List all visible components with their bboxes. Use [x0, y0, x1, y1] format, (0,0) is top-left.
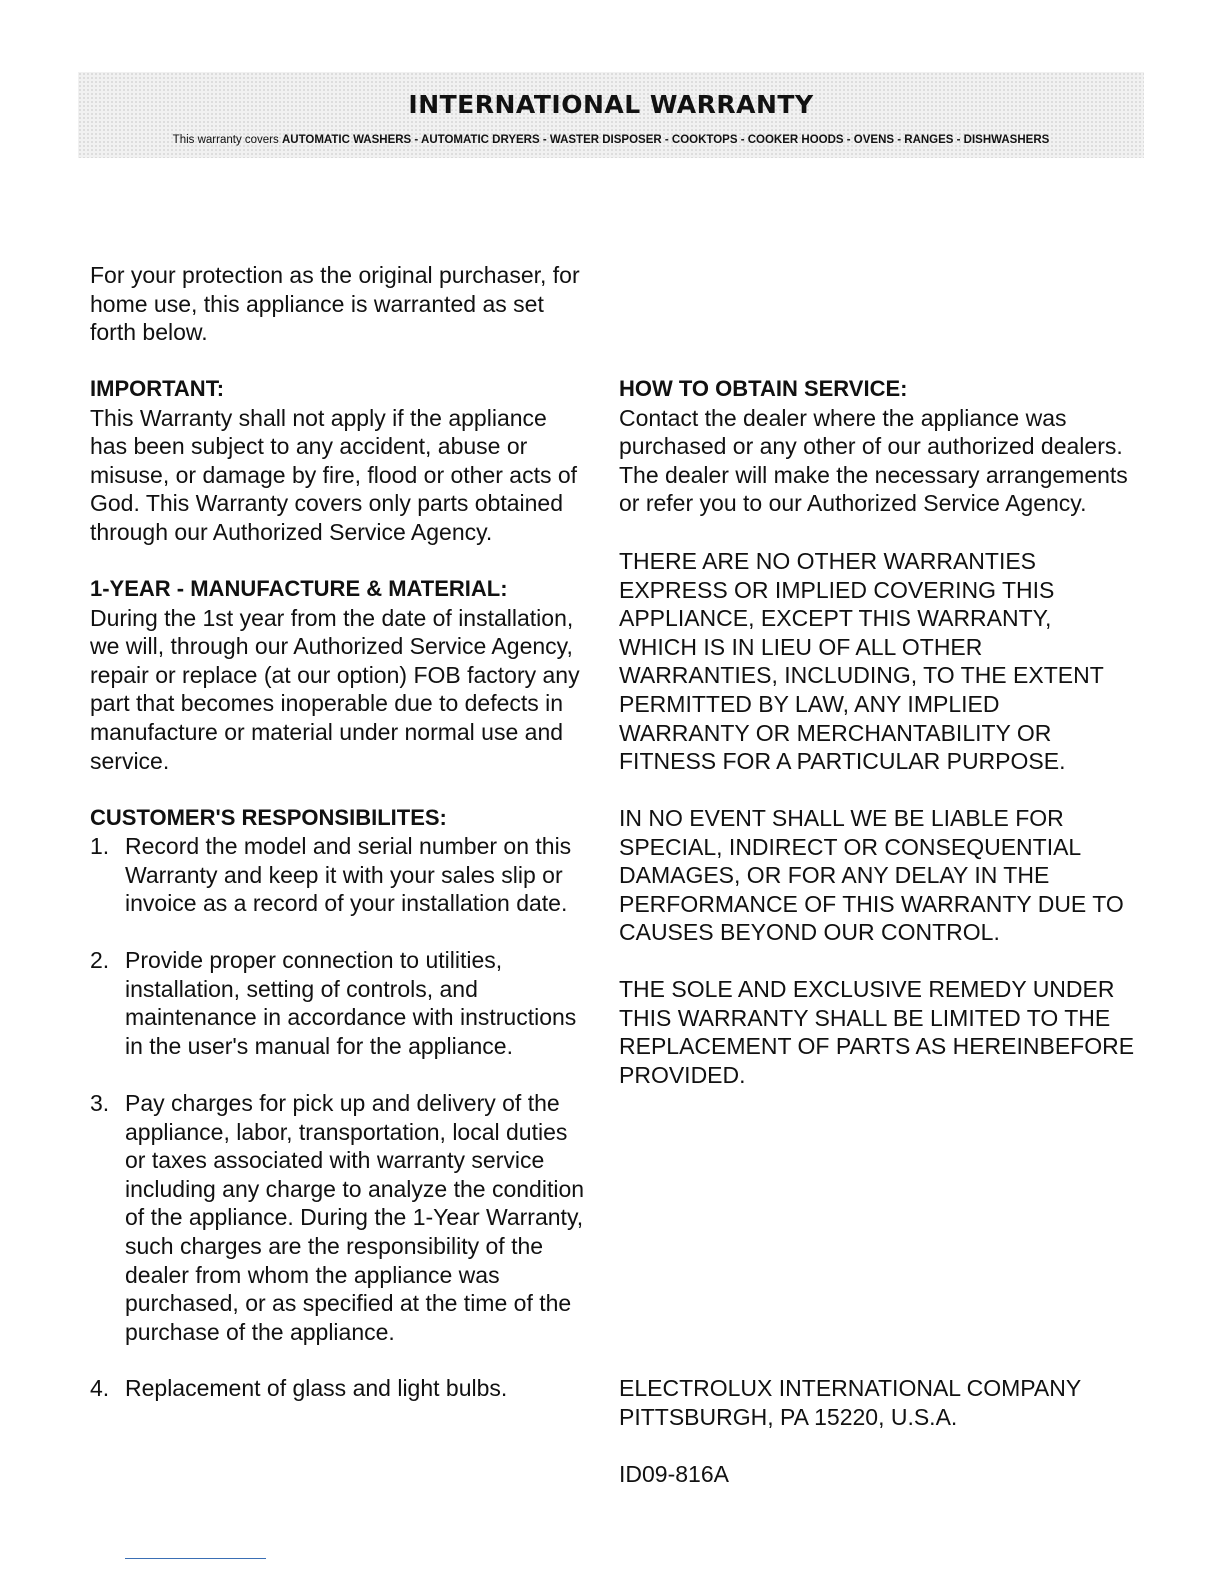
- banner-subtitle-lead: This warranty covers: [172, 134, 282, 146]
- company-address-block: [619, 1374, 1139, 1431]
- one-year-section: [90, 575, 590, 775]
- document-id: ID09-816A: [619, 1461, 729, 1487]
- list-item: [90, 946, 590, 1060]
- list-item-number: 4.: [90, 1375, 110, 1401]
- company-address: PITTSBURGH, PA 15220, U.S.A.: [619, 1403, 958, 1430]
- footer-divider: [125, 1558, 266, 1559]
- list-item: [90, 1089, 590, 1346]
- service-body: Contact the dealer where the appliance was purchased or any other of our authorized dealers. The dealer will make the necessary arrangements or refer you to our Authorized Service Agency.: [619, 404, 1128, 517]
- service-section: [619, 375, 1139, 518]
- list-item: [90, 1374, 590, 1403]
- warranty-banner: [78, 72, 1144, 158]
- service-heading: HOW TO OBTAIN SERVICE:: [619, 376, 908, 401]
- important-section: [90, 375, 590, 547]
- important-body: This Warranty shall not apply if the appliance has been subject to any accident, abuse or misuse, or damage by fire, flood or other acts of God. This Warranty covers only parts obtained through our Authorized Service Agency.: [90, 404, 578, 545]
- intro-paragraph: For your protection as the original purchaser, for home use, this appliance is warranted as set forth below.: [90, 262, 580, 346]
- disclaimer-paragraph: THERE ARE NO OTHER WARRANTIES EXPRESS OR IMPLIED COVERING THIS APPLIANCE, EXCEPT THIS WARRANTY, WHICH IS IN LIEU OF ALL OTHER WARRANTIES, INCLUDING, TO THE EXTENT PERMITTED BY LAW, ANY IMPLIED WARRANTY OR MERCHANTABILITY OR FITNESS FOR A PARTICULAR PURPOSE.: [619, 548, 1104, 775]
- banner-title: INTERNATIONAL WARRANTY: [408, 90, 814, 119]
- list-item: [90, 832, 590, 918]
- one-year-heading: 1-YEAR - MANUFACTURE & MATERIAL:: [90, 576, 508, 601]
- banner-subtitle: [78, 134, 1144, 146]
- list-item-text: Record the model and serial number on this Warranty and keep it with your sales slip or invoice as a record of your installation date.: [125, 833, 572, 917]
- list-item-number: 2.: [90, 947, 110, 973]
- list-item-text: Provide proper connection to utilities, installation, setting of controls, and maintenance in accordance with instructions in the user's manual for the appliance.: [125, 947, 577, 1059]
- customer-section: [90, 804, 590, 833]
- one-year-body: During the 1st year from the date of installation, we will, through our Authorized Service Agency, repair or replace (at our option) FOB factory any part that becomes inoperable due to defects in manufacture or material under normal use and service.: [90, 604, 580, 774]
- list-item-text: Pay charges for pick up and delivery of the appliance, labor, transportation, local duties or taxes associated with warranty service including any charge to analyze the condition of the appliance. During the 1-Year Warranty, such charges are the responsibility of the dealer from whom the appliance was purchased, or as specified at the time of the purchase of the appliance.: [125, 1090, 585, 1345]
- customer-heading: CUSTOMER'S RESPONSIBILITES:: [90, 805, 447, 830]
- important-heading: IMPORTANT:: [90, 376, 225, 401]
- disclaimer-paragraph: IN NO EVENT SHALL WE BE LIABLE FOR SPECIAL, INDIRECT OR CONSEQUENTIAL DAMAGES, OR FOR ANY DELAY IN THE PERFORMANCE OF THIS WARRANTY DUE TO CAUSES BEYOND OUR CONTROL.: [619, 805, 1124, 946]
- list-item-number: 1.: [90, 833, 110, 859]
- list-item-text: Replacement of glass and light bulbs.: [125, 1375, 508, 1401]
- banner-subtitle-items: AUTOMATIC WASHERS - AUTOMATIC DRYERS - WASTER DISPOSER - COOKTOPS - COOKER HOODS - OVENS - RANGES - DISHWASHERS: [281, 134, 1050, 146]
- list-item-number: 3.: [90, 1090, 110, 1116]
- disclaimer-paragraph: THE SOLE AND EXCLUSIVE REMEDY UNDER THIS WARRANTY SHALL BE LIMITED TO THE REPLACEMENT OF PARTS AS HEREINBEFORE PROVIDED.: [619, 976, 1135, 1088]
- company-name: ELECTROLUX INTERNATIONAL COMPANY: [619, 1375, 1082, 1401]
